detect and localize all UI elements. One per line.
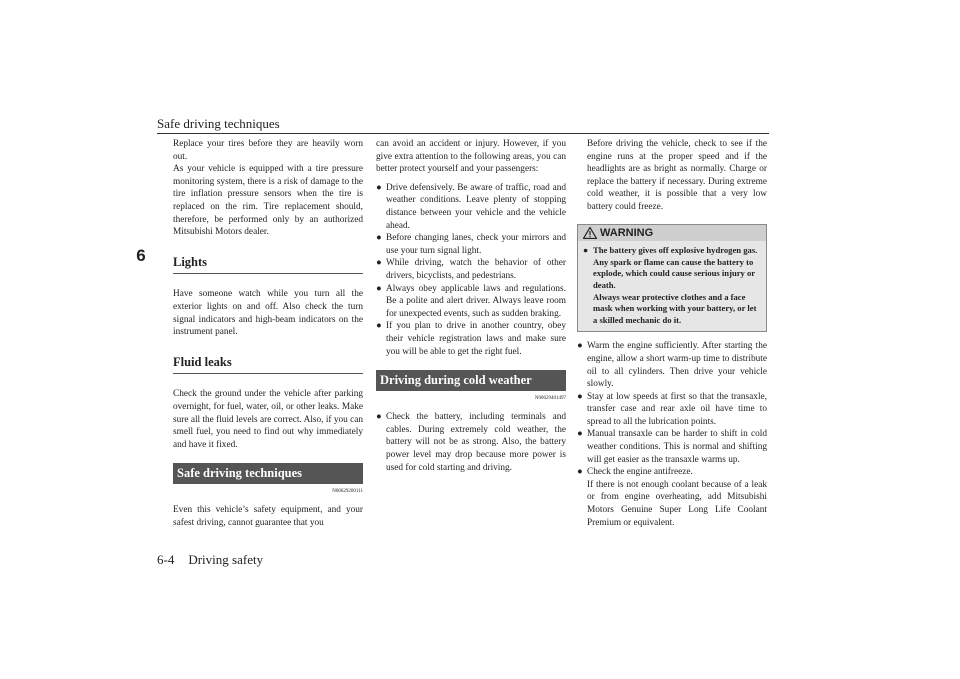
- bullet-icon: ●: [583, 245, 589, 256]
- lights-heading: Lights: [173, 249, 363, 275]
- warning-item: ● The battery gives off explosive hydrogen gas. Any spark or flame can cause the battery to explode, which could cause serious injury or death. Always wear protective clothes and a face mask when working with your battery, or let a skilled mechanic do it.: [583, 245, 758, 325]
- bullet-icon: ●: [376, 283, 382, 294]
- list-item: ● Before changing lanes, check your mirrors and use your turn signal light.: [376, 233, 566, 256]
- page-header-title: Safe driving techniques: [157, 116, 280, 131]
- bullet-icon: ●: [376, 182, 382, 193]
- column-3: [577, 138, 767, 529]
- page-number: 6-4: [157, 552, 175, 567]
- coolant-text: If there is not enough coolant because of a leak or from engine overheating, add Mitsubishi Motors Genuine Super Long Life Coolant Premium or equivalent.: [587, 479, 767, 528]
- list-item: ● Check the engine antifreeze.: [577, 467, 693, 478]
- tpms-text: As your vehicle is equipped with a tire pressure monitoring system, there is a risk of damage to the tire inflation pressure sensors when the tire is replaced on the rim. Tire replacement should, therefore, be performed only by an authorized Mitsubishi Motors dealer.: [173, 164, 363, 238]
- cold-weather-code: N00629401497: [534, 395, 566, 401]
- bullet-icon: ●: [577, 429, 583, 440]
- list-item: ● Drive defensively. Be aware of traffic, road and weather conditions. Leave plenty of stopping distance between your vehicle and the vehicle ahead.: [376, 182, 566, 231]
- cold-tips-list: [577, 340, 767, 479]
- safe-driving-text: Even this vehicle’s safety equipment, and your safest driving, cannot guarantee that you: [173, 505, 363, 529]
- fluid-leaks-heading: Fluid leaks: [173, 349, 363, 375]
- lights-text: Have someone watch while you turn all the exterior lights on and off. Also check the turn signal indicators and high-beam indicators on the instrument panel.: [173, 289, 363, 338]
- bullet-icon: ●: [376, 258, 382, 269]
- warning-body: [578, 241, 766, 331]
- tire-intro-text: Replace your tires before they are heavily worn out.: [173, 139, 363, 162]
- safe-driving-code: N00629200111: [332, 488, 363, 494]
- bullet-icon: ●: [577, 467, 583, 478]
- warning-box: [577, 224, 767, 333]
- continuation-text: can avoid an accident or injury. However, if you give extra attention to the following areas, you can better protect yourself and your passengers:: [376, 139, 566, 175]
- header-rule: [157, 133, 769, 134]
- footer-section: Driving safety: [188, 552, 264, 567]
- list-item: ● Check the battery, including terminals and cables. During extremely cold weather, the battery will not be as strong. Also, the battery power level may drop because more power is used for cold starting and driving.: [376, 412, 566, 473]
- battery-check-text: Before driving the vehicle, check to see if the engine runs at the proper speed and if the headlights are as bright as normally. Charge or replace the battery if necessary. During extreme cold weather, it is possible that a very low battery could freeze.: [587, 139, 767, 212]
- list-item: ● While driving, watch the behavior of other drivers, bicyclists, and pedestrians.: [376, 258, 566, 281]
- safe-driving-list: [376, 182, 566, 358]
- cold-weather-list: [376, 411, 566, 474]
- list-item: ● If you plan to drive in another country, obey their vehicle registration laws and make sure you will be able to get the right fuel.: [376, 321, 566, 357]
- safe-driving-heading: Safe driving techniques: [173, 463, 363, 484]
- list-item: ● Stay at low speeds at first so that the transaxle, transfer case and rear axle oil have time to spread to all the lubrication points.: [577, 391, 767, 427]
- column-1: [173, 138, 363, 530]
- bullet-icon: ●: [577, 391, 583, 402]
- bullet-icon: ●: [376, 412, 382, 423]
- warning-title: WARNING: [600, 226, 654, 239]
- bullet-icon: ●: [376, 233, 382, 244]
- column-2: [376, 138, 566, 474]
- page-footer: [157, 552, 263, 568]
- list-item: ● Manual transaxle can be harder to shift in cold weather conditions. This is normal and shifting will get easier as the transaxle warms up.: [577, 429, 767, 465]
- bullet-icon: ●: [577, 341, 583, 352]
- warning-header: [578, 225, 766, 242]
- cold-weather-heading: Driving during cold weather: [376, 370, 566, 391]
- chapter-tab: 6: [130, 242, 152, 269]
- bullet-icon: ●: [376, 321, 382, 332]
- warning-text-2: Always wear protective clothes and a face mask when working with your battery, or let a skilled mechanic do it.: [593, 291, 757, 325]
- warning-triangle-icon: [583, 227, 597, 239]
- list-item: ● Always obey applicable laws and regulations. Be a polite and alert driver. Always leave room for unexpected events, such as sudden braking.: [376, 283, 566, 319]
- fluid-leaks-text: Check the ground under the vehicle after parking overnight, for fuel, water, oil, or other leaks. Make sure all the fluid levels are correct. Also, if you can smell fuel, you need to find out why immediately and have it fixed.: [173, 389, 364, 450]
- list-item: ● Warm the engine sufficiently. After starting the engine, allow a short warm-up time to distribute oil to all cylinders. Then drive your vehicle slowly.: [577, 341, 767, 390]
